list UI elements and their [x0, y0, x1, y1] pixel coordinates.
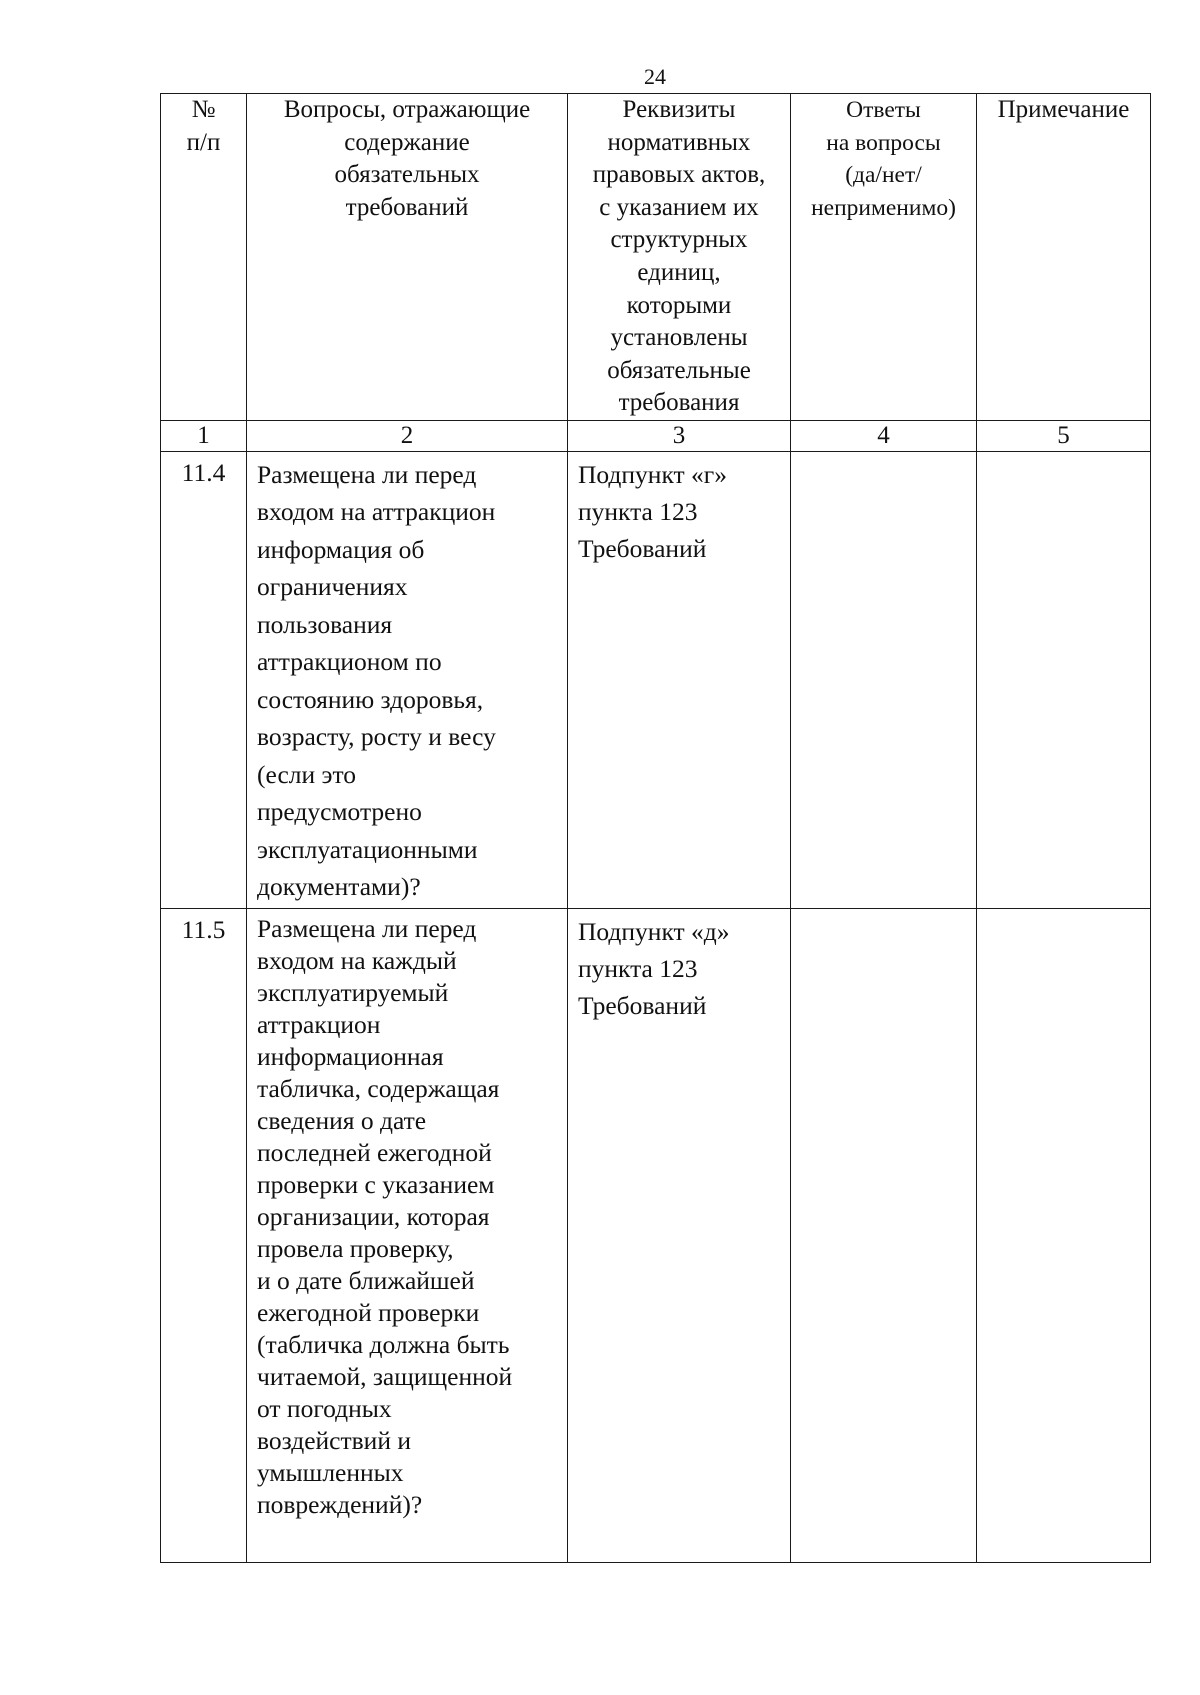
question-cell: Размещена ли перед входом на аттракцион информация об ограничениях пользования аттракционом по состоянию здоровья, возрасту, росту и весу (если это предусмотрено эксплуатационными документами)?: [247, 451, 568, 908]
row-number: 11.4: [161, 451, 247, 908]
header-questions: Вопросы, отражающие содержание обязательных требований: [247, 94, 568, 421]
question-cell: Размещена ли перед входом на каждый эксплуатируемый аттракцион информационная табличка, содержащая сведения о дате последней ежегодной проверки с указанием организации, которая провела проверку, и о дате ближайшей ежегодной проверки (табличка должна быть читаемой, защищенной от погодных воздействий и умышленных повреждений)?: [247, 908, 568, 1562]
column-number: 5: [977, 420, 1151, 451]
header-number: № п/п: [161, 94, 247, 421]
column-number: 3: [568, 420, 791, 451]
answer-cell[interactable]: [791, 451, 977, 908]
checklist-table: [160, 93, 1151, 1563]
note-cell[interactable]: [977, 908, 1151, 1562]
row-number: 11.5: [161, 908, 247, 1562]
column-number: 1: [161, 420, 247, 451]
table-header-row: [161, 94, 1151, 421]
column-number: 2: [247, 420, 568, 451]
header-note: Примечание: [977, 94, 1151, 421]
reference-cell: Подпункт «г» пункта 123 Требований: [568, 451, 791, 908]
page-number: 24: [644, 64, 666, 89]
table-row: [161, 908, 1151, 1562]
column-number: 4: [791, 420, 977, 451]
header-answers: Ответы на вопросы (да/нет/ неприменимо): [791, 94, 977, 421]
answer-cell[interactable]: [791, 908, 977, 1562]
note-cell[interactable]: [977, 451, 1151, 908]
column-numbers-row: [161, 420, 1151, 451]
reference-cell: Подпункт «д» пункта 123 Требований: [568, 908, 791, 1562]
header-legal-references: Реквизиты нормативных правовых актов, с указанием их структурных единиц, которыми установлены обязательные требования: [568, 94, 791, 421]
table-row: [161, 451, 1151, 908]
